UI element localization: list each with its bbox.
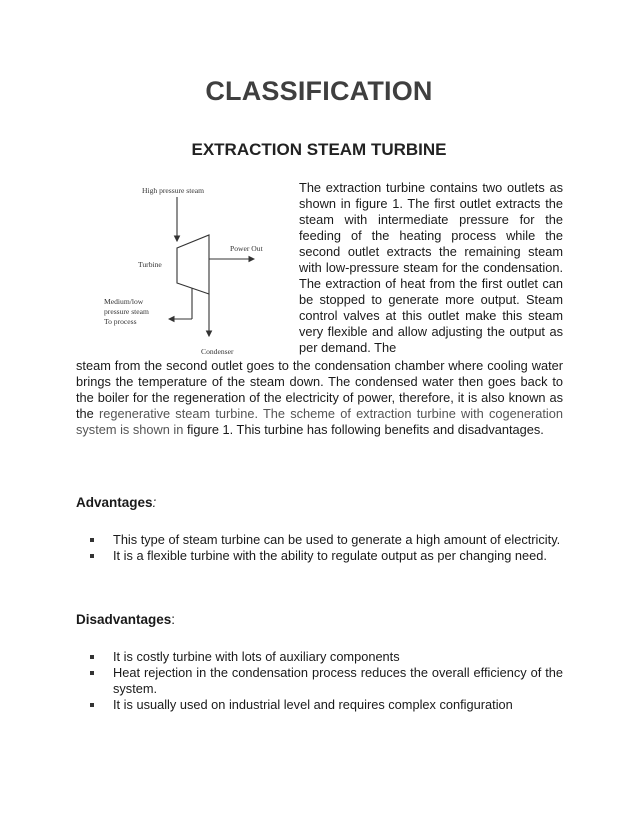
disadvantages-list: [76, 649, 563, 713]
label-turbine: Turbine: [138, 260, 162, 269]
disadvantage-text: It is usually used on industrial level and requires complex configuration: [113, 697, 513, 712]
label-medium-low: Medium/low: [104, 297, 144, 306]
intro-paragraph: The extraction turbine contains two outlets as shown in figure 1. The first outlet extracts the steam with intermediate pressure for the feeding of the heating process while the second outlet extracts the remaining steam with low-pressure steam for the condensation. The extraction of heat from the first outlet can be stopped to generate more output. Steam control valves at this outlet make this steam very flexible and allow adjusting the output as per demand. The: [299, 180, 563, 355]
advantages-heading-label: Advantages: [76, 495, 153, 510]
highlighted-text: regenerative steam turbine. The scheme of extraction turbine with cogeneration system is shown in: [76, 406, 563, 437]
list-item: [76, 649, 563, 665]
bullet-icon: [90, 655, 94, 659]
disadvantages-heading-colon: :: [171, 612, 176, 627]
label-power-out: Power Out: [230, 244, 263, 253]
turbine-diagram-svg: [98, 176, 288, 366]
advantage-text: It is a flexible turbine with the ability to regulate output as per changing need.: [113, 548, 547, 563]
list-item: [76, 532, 563, 548]
section-subtitle: EXTRACTION STEAM TURBINE: [191, 140, 447, 159]
disadvantage-text: It is costly turbine with lots of auxiliary components: [113, 649, 400, 664]
turbine-diagram: [98, 176, 288, 366]
list-item: [76, 548, 563, 564]
label-to-process: To process: [104, 317, 137, 326]
advantages-heading: [76, 495, 156, 510]
turbine-shape: [177, 235, 209, 294]
continued-paragraph: [76, 358, 563, 438]
advantage-text: This type of steam turbine can be used to generate a high amount of electricity.: [113, 532, 561, 547]
label-pressure-steam: pressure steam: [104, 307, 149, 316]
disadvantages-heading-label: Disadvantages: [76, 612, 172, 627]
list-item: [76, 697, 563, 713]
bullet-icon: [90, 538, 94, 542]
advantages-list: [76, 532, 563, 564]
page-title: CLASSIFICATION: [205, 76, 433, 106]
list-item: [76, 665, 563, 697]
bullet-icon: [90, 554, 94, 558]
label-condenser: Condenser: [201, 347, 234, 356]
continued-text-b: figure 1. This turbine has following benefits and disadvantages.: [183, 422, 544, 437]
disadvantages-heading: [76, 612, 175, 627]
bullet-icon: [90, 703, 94, 707]
advantages-heading-colon: :: [152, 495, 157, 510]
continued-text-a: steam from the second outlet goes to the condensation chamber where cooling water brings the temperature of the steam down. The condensed water then goes back to the boiler for the regeneration of the electricity of power, therefore, it is also known as the: [76, 358, 563, 421]
label-high-pressure-steam: High pressure steam: [142, 186, 204, 195]
disadvantage-text: Heat rejection in the condensation process reduces the overall efficiency of the system.: [113, 665, 563, 696]
bullet-icon: [90, 671, 94, 675]
